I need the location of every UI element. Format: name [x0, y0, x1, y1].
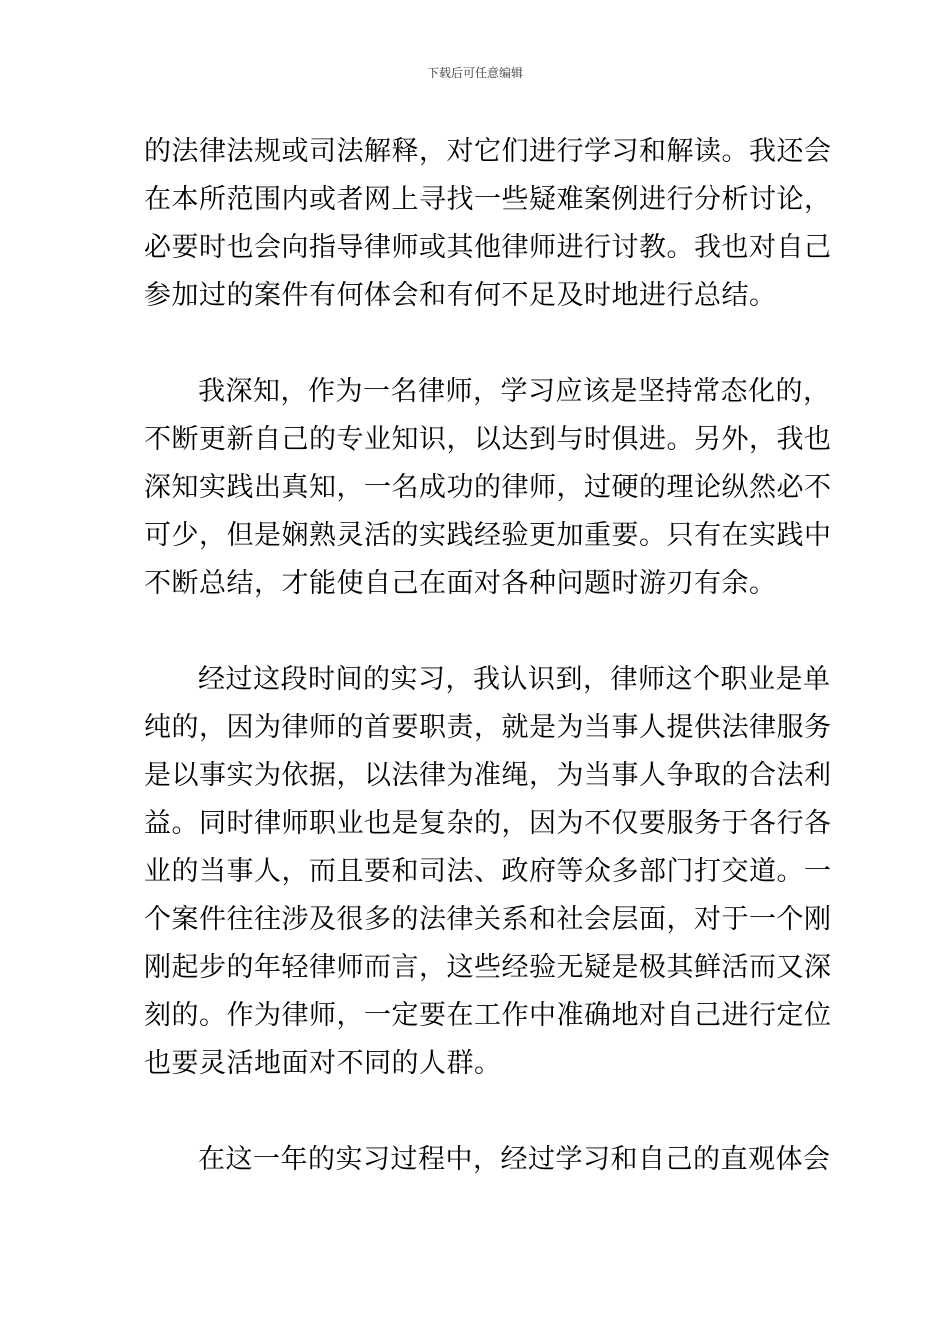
text-line: 深知实践出真知，一名成功的律师，过硬的理论纵然必不 — [144, 472, 832, 503]
text-line: 参加过的案件有何体会和有何不足及时地进行总结。 — [144, 280, 777, 311]
text-line: 业的当事人，而且要和司法、政府等众多部门打交道。一 — [144, 856, 832, 887]
text-line: 不断更新自己的专业知识，以达到与时俱进。另外，我也 — [144, 424, 832, 455]
paragraph — [144, 1136, 831, 1184]
document-body — [144, 128, 832, 1184]
text-line: 我深知，作为一名律师，学习应该是坚持常态化的， — [198, 376, 831, 407]
text-line: 也要灵活地面对不同的人群。 — [144, 1048, 502, 1079]
paragraph — [144, 128, 832, 320]
text-line: 可少，但是娴熟灵活的实践经验更加重要。只有在实践中 — [144, 520, 832, 551]
text-line: 必要时也会向指导律师或其他律师进行讨教。我也对自己 — [144, 232, 832, 263]
paragraph — [144, 368, 832, 608]
text-line: 刚起步的年轻律师而言，这些经验无疑是极其鲜活而又深 — [144, 952, 832, 983]
text-line: 益。同时律师职业也是复杂的，因为不仅要服务于各行各 — [144, 808, 832, 839]
text-line: 纯的，因为律师的首要职责，就是为当事人提供法律服务 — [144, 712, 832, 743]
text-line: 在本所范围内或者网上寻找一些疑难案例进行分析讨论， — [144, 184, 832, 215]
text-line: 经过这段时间的实习，我认识到，律师这个职业是单 — [198, 664, 831, 695]
text-line: 不断总结，才能使自己在面对各种问题时游刃有余。 — [144, 568, 777, 599]
page-header: 下载后可任意编辑 — [426, 66, 523, 80]
text-line: 的法律法规或司法解释，对它们进行学习和解读。我还会 — [144, 136, 832, 167]
paragraph-gap — [144, 608, 808, 656]
text-line: 个案件往往涉及很多的法律关系和社会层面，对于一个刚 — [144, 904, 832, 935]
text-line: 是以事实为依据，以法律为准绳，为当事人争取的合法利 — [144, 760, 832, 791]
text-line: 在这一年的实习过程中，经过学习和自己的直观体会 — [198, 1144, 831, 1175]
paragraph-gap — [144, 320, 808, 368]
text-line: 刻的。作为律师，一定要在工作中准确地对自己进行定位 — [144, 1000, 832, 1031]
paragraph-gap — [144, 1088, 808, 1136]
paragraph — [144, 656, 832, 1088]
